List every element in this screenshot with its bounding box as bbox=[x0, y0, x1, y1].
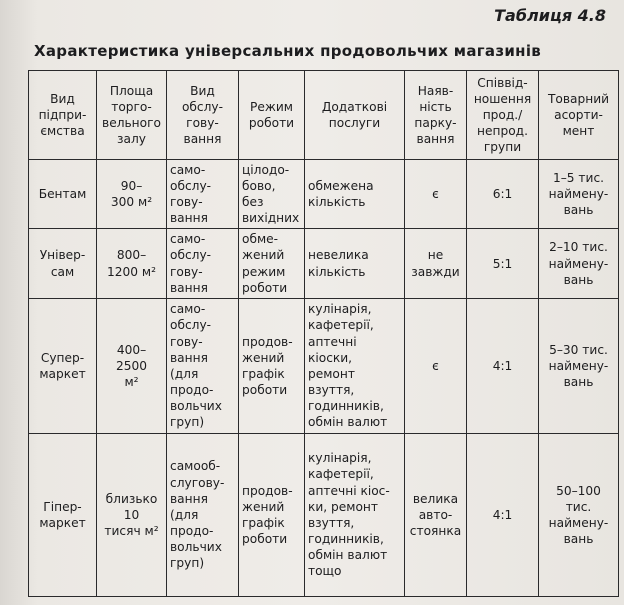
cell-parking: є bbox=[405, 298, 467, 433]
cell-hours: продов- жений графік роботи bbox=[239, 433, 305, 596]
cell-assortment: 50–100 тис. наймену- вань bbox=[539, 433, 619, 596]
cell-assortment: 1–5 тис. наймену- вань bbox=[539, 160, 619, 229]
header-area: Площа торго- вельного залу bbox=[97, 71, 167, 160]
cell-assortment: 5–30 тис. наймену- вань bbox=[539, 298, 619, 433]
cell-area: близько 10 тисяч м² bbox=[97, 433, 167, 596]
cell-type: Універ- сам bbox=[29, 229, 97, 298]
header-assortment: Товарний асорти- мент bbox=[539, 71, 619, 160]
cell-area: 800– 1200 м² bbox=[97, 229, 167, 298]
table-title: Характеристика універсальних продовольчих магазинів bbox=[34, 42, 542, 60]
header-service: Вид обслу- гову- вання bbox=[167, 71, 239, 160]
cell-parking: є bbox=[405, 160, 467, 229]
cell-type: Супер- маркет bbox=[29, 298, 97, 433]
cell-hours: продов- жений графік роботи bbox=[239, 298, 305, 433]
cell-extra: невелика кількість bbox=[305, 229, 405, 298]
cell-area: 90– 300 м² bbox=[97, 160, 167, 229]
header-ratio: Співвід- ношення прод./ непрод. групи bbox=[467, 71, 539, 160]
cell-service: само- обслу- гову- вання bbox=[167, 160, 239, 229]
table-row bbox=[29, 298, 619, 433]
cell-extra: обмежена кількість bbox=[305, 160, 405, 229]
table-row bbox=[29, 433, 619, 596]
cell-ratio: 4:1 bbox=[467, 433, 539, 596]
cell-service: само- обслу- гову- вання bbox=[167, 229, 239, 298]
cell-service: самооб- слугову- вання (для продо- вольчих груп) bbox=[167, 433, 239, 596]
table-row bbox=[29, 160, 619, 229]
header-parking: Наяв- ність парку- вання bbox=[405, 71, 467, 160]
cell-hours: обме- жений режим роботи bbox=[239, 229, 305, 298]
header-extra: Додаткові послуги bbox=[305, 71, 405, 160]
header-row bbox=[29, 71, 619, 160]
cell-type: Бентам bbox=[29, 160, 97, 229]
cell-service: само- обслу- гову- вання (для продо- вольчих груп) bbox=[167, 298, 239, 433]
cell-ratio: 4:1 bbox=[467, 298, 539, 433]
cell-parking: велика авто- стоянка bbox=[405, 433, 467, 596]
cell-ratio: 6:1 bbox=[467, 160, 539, 229]
cell-ratio: 5:1 bbox=[467, 229, 539, 298]
cell-area: 400– 2500 м² bbox=[97, 298, 167, 433]
cell-parking: не завжди bbox=[405, 229, 467, 298]
cell-extra: кулінарія, кафетерії, аптечні кіос- ки, ремонт взуття, годинників, обмін валют тощо bbox=[305, 433, 405, 596]
header-hours: Режим роботи bbox=[239, 71, 305, 160]
cell-type: Гіпер- маркет bbox=[29, 433, 97, 596]
header-type: Вид підпри- ємства bbox=[29, 71, 97, 160]
cell-extra: кулінарія, кафетерії, аптечні кіоски, ремонт взуття, годинників, обмін валют bbox=[305, 298, 405, 433]
cell-assortment: 2–10 тис. наймену- вань bbox=[539, 229, 619, 298]
stores-table bbox=[28, 70, 619, 597]
cell-hours: цілодо- бово, без вихідних bbox=[239, 160, 305, 229]
table-caption: Таблиця 4.8 bbox=[494, 6, 606, 25]
table-row bbox=[29, 229, 619, 298]
